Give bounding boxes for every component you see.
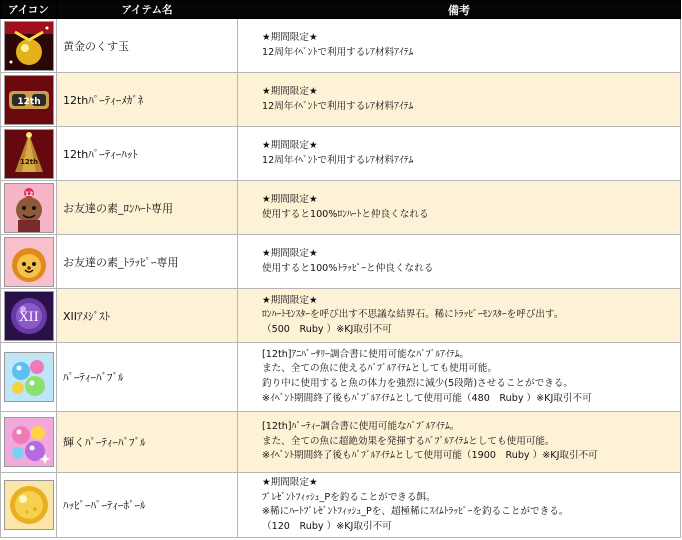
header-name: アイテム名 (57, 1, 238, 19)
note-line: ★期間限定★ (262, 139, 318, 151)
party-glasses-icon (4, 75, 54, 125)
note-line: [12th]ﾊﾟｰﾃｨｰ調合書に使用可能なﾊﾞﾌﾞﾙｱｲﾃﾑ。 (262, 421, 460, 433)
table-row (1, 473, 681, 538)
note-line: ★期間限定★ (262, 477, 318, 488)
item-name: 12thﾊﾟｰﾃｨｰﾊｯﾄ (57, 127, 238, 181)
amethyst-label: XII (18, 309, 39, 325)
golden-kusudama-icon (4, 21, 54, 71)
badge-label: 12 (24, 190, 33, 198)
item-note (238, 412, 681, 473)
item-note (238, 235, 681, 289)
item-name: お友達の素_ﾛﾝﾊｰﾄ専用 (57, 181, 238, 235)
note-line: ﾌﾟﾚｾﾞﾝﾄﾌｨｯｼｭ_Pを釣ることができる餌。 (262, 491, 436, 503)
trappy-lion-icon (4, 237, 54, 287)
table-header-row (1, 1, 681, 19)
item-note (238, 127, 681, 181)
xii-amethyst-icon (4, 291, 54, 341)
note-line: ★期間限定★ (262, 294, 318, 306)
glasses-label: 12th (16, 96, 41, 107)
note-line: 釣り中に使用すると魚の体力を強烈に減少(5段階)させることができる。 (262, 378, 573, 389)
item-name: 黄金のくす玉 (57, 19, 238, 73)
item-name: ﾊﾟｰﾃｨｰﾊﾞﾌﾞﾙ (57, 343, 238, 412)
note-line: ※ｲﾍﾞﾝﾄ期間終了後もﾊﾞﾌﾞﾙｱｲﾃﾑとして使用可能（480 Ruby ）※KJ取引不可 (262, 392, 592, 404)
header-note: 備考 (238, 1, 681, 19)
item-name: 12thﾊﾟｰﾃｨｰﾒｶﾞﾈ (57, 73, 238, 127)
table-row (1, 127, 681, 181)
note-line: 12周年ｲﾍﾞﾝﾄで利用するﾚｱ材料ｱｲﾃﾑ (262, 100, 414, 112)
note-line: また、全ての魚に超絶効果を発揮するﾊﾞﾌﾞﾙｱｲﾃﾑとしても使用可能。 (262, 435, 555, 447)
table-row (1, 412, 681, 473)
note-line: （500 Ruby ）※KJ取引不可 (262, 323, 392, 335)
table-row (1, 343, 681, 412)
note-line: 12周年ｲﾍﾞﾝﾄで利用するﾚｱ材料ｱｲﾃﾑ (262, 154, 414, 166)
ronheart-face-icon (4, 183, 54, 233)
table-row (1, 73, 681, 127)
party-hat-icon (4, 129, 54, 179)
party-bubble-icon (4, 352, 54, 402)
note-line: ★期間限定★ (262, 193, 318, 205)
item-name: 輝くﾊﾟｰﾃｨｰﾊﾞﾌﾞﾙ (57, 412, 238, 473)
item-note (238, 181, 681, 235)
item-note (238, 73, 681, 127)
note-line: ★期間限定★ (262, 247, 318, 259)
header-icon: アイコン (1, 1, 57, 19)
item-name: お友達の素_ﾄﾗｯﾋﾟｰ専用 (57, 235, 238, 289)
note-line: 使用すると100%ﾄﾗｯﾋﾟｰと仲良くなれる (262, 262, 434, 274)
note-line: （120 Ruby ）※KJ取引不可 (262, 520, 392, 532)
note-line: また、全ての魚に使えるﾊﾞﾌﾞﾙｱｲﾃﾑとしても使用可能。 (262, 363, 498, 375)
item-note (238, 473, 681, 538)
table-row (1, 19, 681, 73)
item-note (238, 343, 681, 412)
note-line: ※稀にﾊｰﾄﾌﾟﾚｾﾞﾝﾄﾌｨｯｼｭ_Pを、超極稀にｽｲﾑﾄﾗｯﾋﾟｰを釣ることができる。 (262, 506, 569, 518)
note-line: ﾛﾝﾊｰﾄﾓﾝｽﾀｰを呼び出す不思議な結界石。稀にﾄﾗｯﾋﾟｰﾓﾝｽﾀｰを呼び出す。 (262, 309, 564, 321)
happy-party-ball-icon (4, 480, 54, 530)
table-row (1, 235, 681, 289)
note-line: [12th]ｱﾆﾊﾞｰｻﾘｰ調合書に使用可能なﾊﾞﾌﾞﾙｱｲﾃﾑ。 (262, 348, 470, 360)
item-note (238, 289, 681, 343)
table-row (1, 181, 681, 235)
note-line: ★期間限定★ (262, 85, 318, 97)
note-line: 12周年ｲﾍﾞﾝﾄで利用するﾚｱ材料ｱｲﾃﾑ (262, 46, 414, 58)
item-name: XIIｱﾒｼﾞｽﾄ (57, 289, 238, 343)
shining-party-bubble-icon (4, 417, 54, 467)
hat-label: 12th (19, 157, 38, 166)
table-row (1, 289, 681, 343)
note-line: ※ｲﾍﾞﾝﾄ期間終了後もﾊﾞﾌﾞﾙｱｲﾃﾑとして使用可能（1900 Ruby ）※KJ取引不可 (262, 450, 598, 462)
item-name: ﾊｯﾋﾟｰﾊﾟｰﾃｨｰﾎﾞｰﾙ (57, 473, 238, 538)
note-line: ★期間限定★ (262, 31, 318, 43)
note-line: 使用すると100%ﾛﾝﾊｰﾄと仲良くなれる (262, 208, 429, 220)
item-note (238, 19, 681, 73)
